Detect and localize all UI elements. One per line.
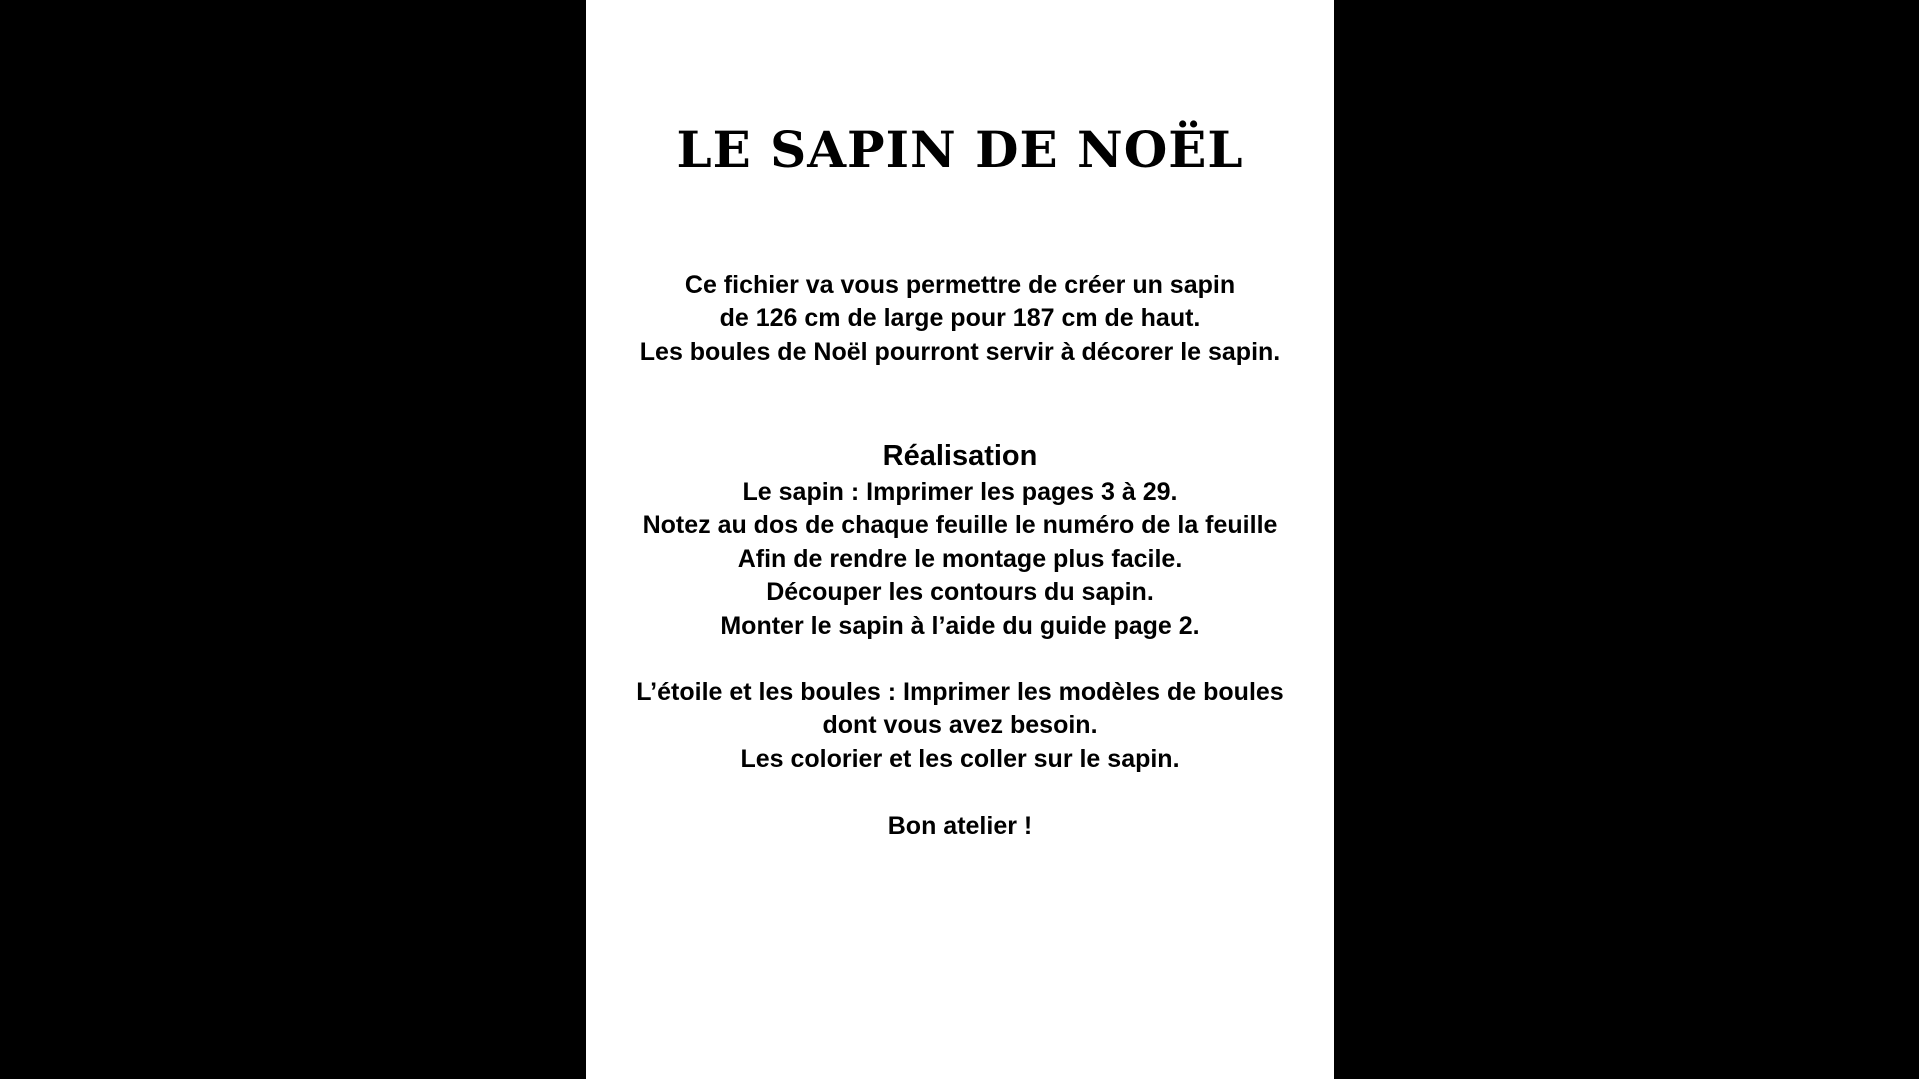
decoration-line: L’étoile et les boules : Imprimer les modèles de boules: [636, 678, 1284, 706]
step-line: Afin de rendre le montage plus facile.: [737, 544, 1183, 573]
steps-paragraph: [586, 476, 1334, 643]
intro-line: de 126 cm de large pour 187 cm de haut.: [719, 304, 1201, 333]
decoration-line: Les colorier et les coller sur le sapin.: [740, 744, 1180, 773]
intro-paragraph: [586, 269, 1334, 369]
step-line: Monter le sapin à l’aide du guide page 2.: [720, 611, 1200, 640]
section-heading: Réalisation: [882, 440, 1038, 472]
intro-line: Ce fichier va vous permettre de créer un sapin: [684, 271, 1236, 299]
step-line: Notez au dos de chaque feuille le numéro de la feuille: [642, 511, 1278, 540]
intro-line: Les boules de Noël pourront servir à décorer le sapin.: [639, 337, 1281, 366]
decorations-paragraph: [586, 676, 1334, 776]
step-line: Le sapin : Imprimer les pages 3 à 29.: [742, 478, 1178, 506]
decoration-line: dont vous avez besoin.: [822, 711, 1098, 740]
closing-line: Bon atelier !: [887, 812, 1033, 840]
step-line: Découper les contours du sapin.: [766, 578, 1154, 607]
document-page: [586, 0, 1334, 1079]
page-title: LE SAPIN DE NOËL: [676, 120, 1244, 179]
